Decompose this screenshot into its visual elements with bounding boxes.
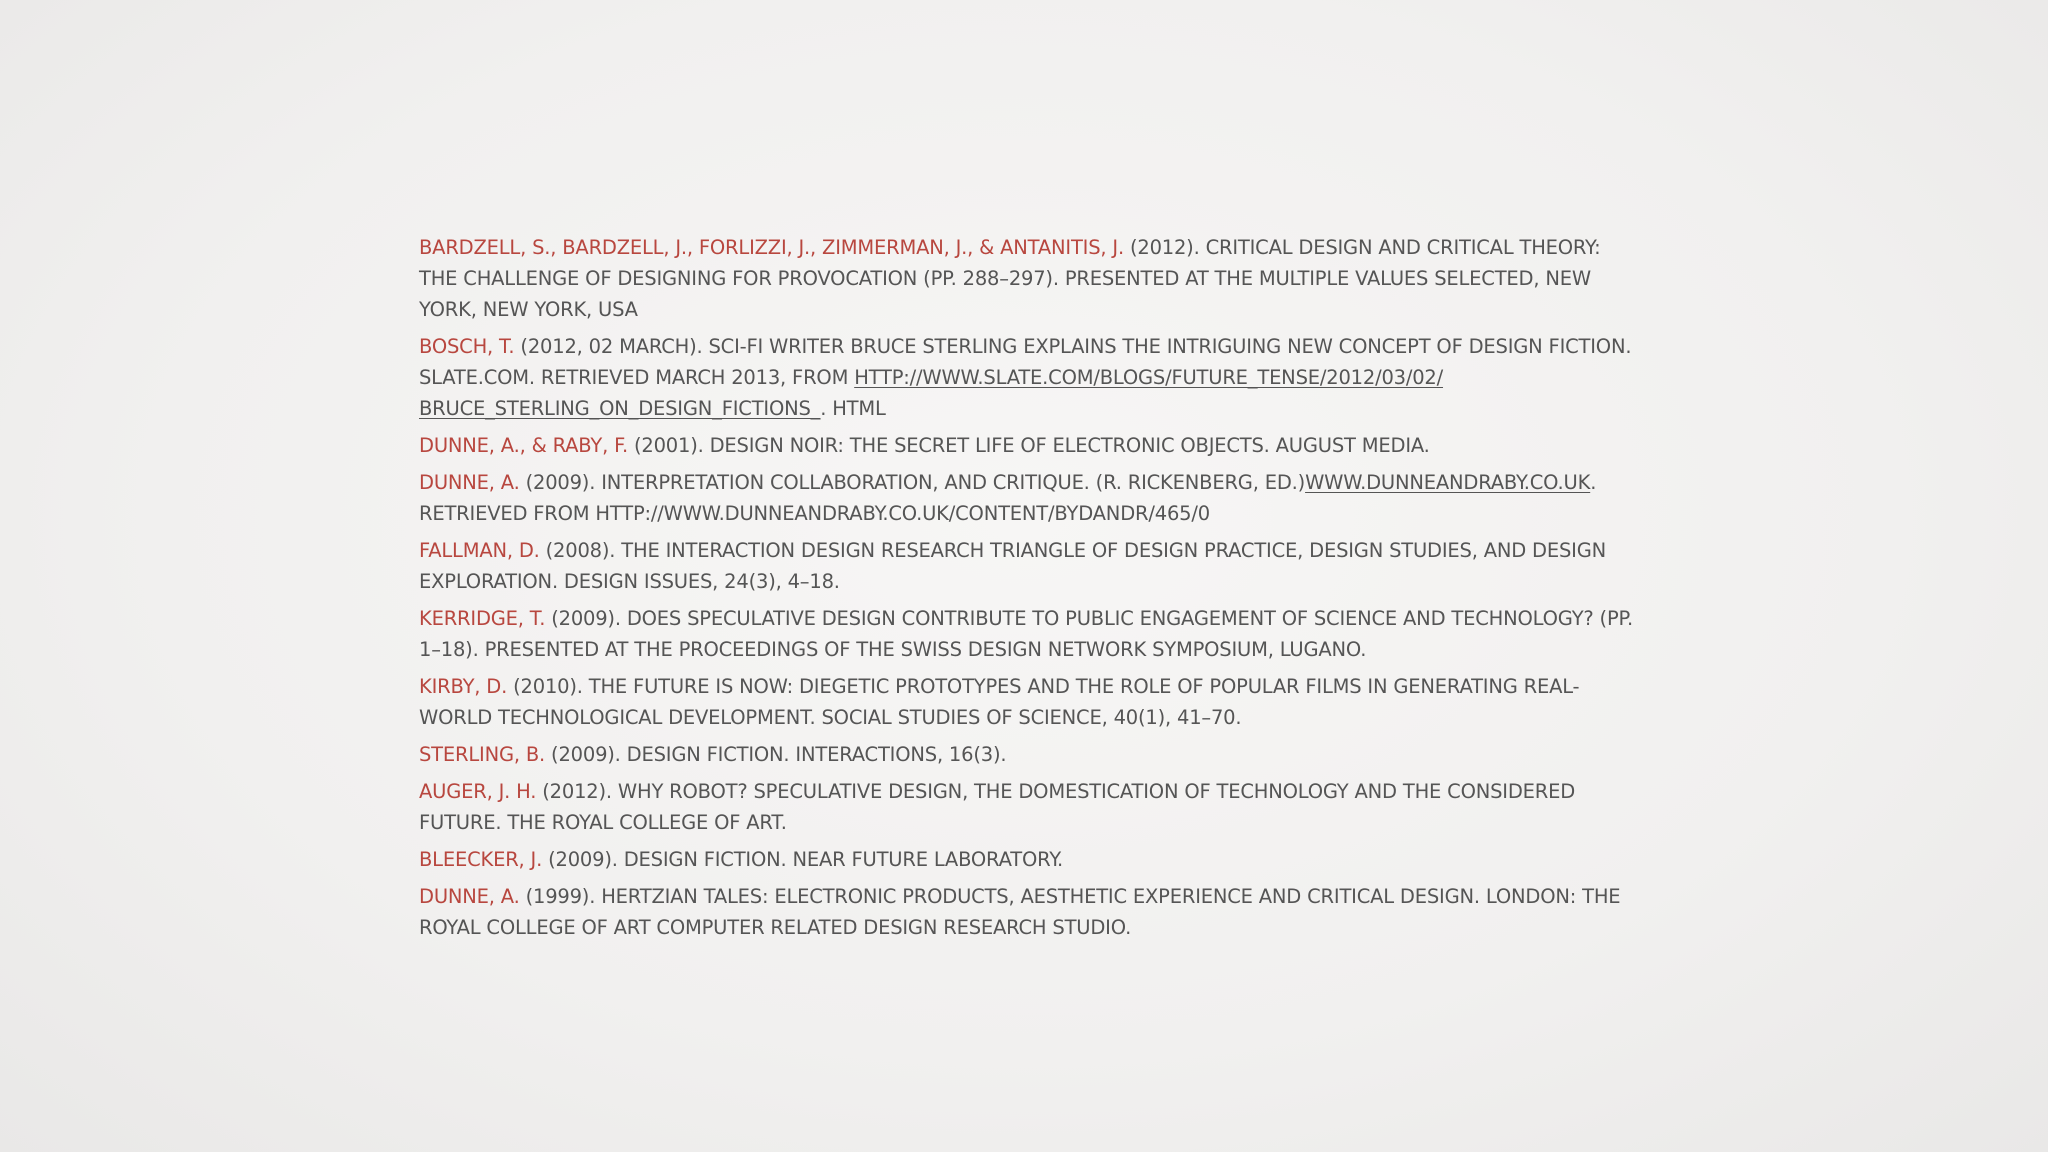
reference-text-after: . HTML xyxy=(820,397,886,420)
reference-author: DUNNE, A. xyxy=(419,471,520,494)
reference-text: (2001). DESIGN NOIR: THE SECRET LIFE OF ELECTRONIC OBJECTS. AUGUST MEDIA. xyxy=(627,434,1430,457)
reference-item xyxy=(419,881,1637,943)
reference-item xyxy=(419,671,1637,733)
reference-author: FALLMAN, D. xyxy=(419,539,540,562)
reference-author: KERRIDGE, T. xyxy=(419,607,546,630)
reference-item xyxy=(419,232,1637,325)
reference-author: DUNNE, A., & RABY, F. xyxy=(419,434,628,457)
reference-author: BARDZELL, S., BARDZELL, J., FORLIZZI, J., ZIMMERMAN, J., & ANTANITIS, J. xyxy=(419,236,1124,259)
reference-text: (1999). HERTZIAN TALES: ELECTRONIC PRODUCTS, AESTHETIC EXPERIENCE AND CRITICAL DESIGN. LONDON: THE ROYAL COLLEGE OF ART COMPUTER RELATED DESIGN RESEARCH STUDIO. xyxy=(419,885,1621,939)
reference-item xyxy=(419,331,1637,424)
reference-text: (2009). DESIGN FICTION. NEAR FUTURE LABORATORY. xyxy=(542,848,1063,871)
reference-author: DUNNE, A. xyxy=(419,885,520,908)
reference-text: (2012). WHY ROBOT? SPECULATIVE DESIGN, THE DOMESTICATION OF TECHNOLOGY AND THE CONSIDERED FUTURE. THE ROYAL COLLEGE OF ART. xyxy=(419,780,1576,834)
reference-author: KIRBY, D. xyxy=(419,675,508,698)
reference-item xyxy=(419,430,1637,461)
reference-list xyxy=(419,232,1637,949)
reference-item xyxy=(419,603,1637,665)
reference-author: BOSCH, T. xyxy=(419,335,515,358)
reference-item xyxy=(419,467,1637,529)
reference-item xyxy=(419,535,1637,597)
reference-text: (2008). THE INTERACTION DESIGN RESEARCH TRIANGLE OF DESIGN PRACTICE, DESIGN STUDIES, AND DESIGN EXPLORATION. DESIGN ISSUES, 24(3), 4–18. xyxy=(419,539,1607,593)
reference-link[interactable]: HTTP://WWW.SLATE.COM/BLOGS/FUTURE_TENSE/2012/03/02/ BRUCE_STERLING_ON_DESIGN_FICTIONS_ xyxy=(419,366,1444,420)
reference-author: BLEECKER, J. xyxy=(419,848,543,871)
reference-text: (2009). DOES SPECULATIVE DESIGN CONTRIBUTE TO PUBLIC ENGAGEMENT OF SCIENCE AND TECHNOLOGY? (PP. 1–18). PRESENTED AT THE PROCEEDINGS OF THE SWISS DESIGN NETWORK SYMPOSIUM, LUGANO. xyxy=(419,607,1634,661)
reference-item xyxy=(419,739,1637,770)
reference-text-after: . RETRIEVED FROM HTTP://WWW.DUNNEANDRABY.CO.UK/CONTENT/BYDANDR/465/0 xyxy=(419,471,1597,525)
reference-item xyxy=(419,776,1637,838)
reference-link[interactable]: WWW.DUNNEANDRABY.CO.UK xyxy=(1305,471,1591,494)
reference-text: (2009). DESIGN FICTION. INTERACTIONS, 16(3). xyxy=(545,743,1007,766)
reference-author: STERLING, B. xyxy=(419,743,546,766)
reference-text: (2012). CRITICAL DESIGN AND CRITICAL THEORY: THE CHALLENGE OF DESIGNING FOR PROVOCATION (PP. 288–297). PRESENTED AT THE MULTIPLE VALUES SELECTED, NEW YORK, NEW YORK, USA xyxy=(419,236,1601,321)
reference-item xyxy=(419,844,1637,875)
reference-text: (2012, 02 MARCH). SCI-FI WRITER BRUCE STERLING EXPLAINS THE INTRIGUING NEW CONCEPT OF DESIGN FICTION. SLATE.COM. RETRIEVED MARCH 2013, FROM xyxy=(419,335,1632,389)
reference-author: AUGER, J. H. xyxy=(419,780,537,803)
reference-text: (2009). INTERPRETATION COLLABORATION, AND CRITIQUE. (R. RICKENBERG, ED.) xyxy=(519,471,1306,494)
reference-text: (2010). THE FUTURE IS NOW: DIEGETIC PROTOTYPES AND THE ROLE OF POPULAR FILMS IN GENERATING REAL-WORLD TECHNOLOGICAL DEVELOPMENT. SOCIAL STUDIES OF SCIENCE, 40(1), 41–70. xyxy=(419,675,1580,729)
